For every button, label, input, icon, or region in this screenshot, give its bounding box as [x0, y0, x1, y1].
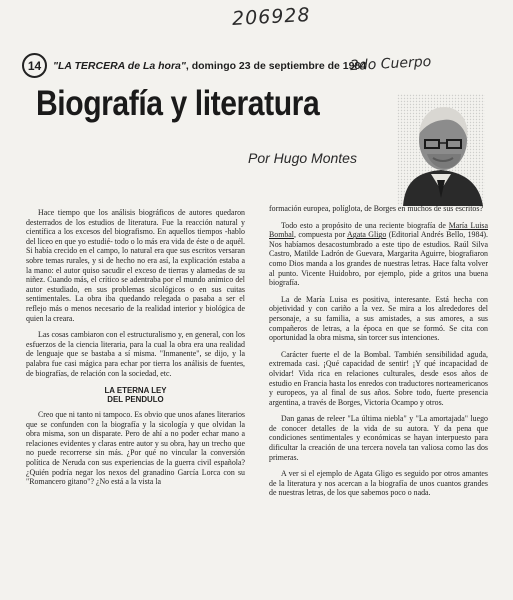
article-paragraph [269, 221, 488, 288]
paragraph-text: Todo esto a propósito de una reciente biografía de [281, 220, 449, 230]
handwritten-archive-number: 206928 [231, 3, 312, 31]
underlined-author: Agata Gligo [347, 230, 387, 240]
section-subheading [26, 386, 245, 404]
article-paragraph: La de María Luisa es positiva, interesante. Está hecha con objetividad y con cariño a la vez. Se mira a los alrededores del personaje, a su familia, a sus amistades, a sus amores, a sus compañeros de letras, a la época en que se formó. Se cita con oportunidad la obra misma, sin torcer sus intenciones. [269, 294, 488, 343]
article-paragraph: Creo que ni tanto ni tampoco. Es obvio que unos afanes literarios que se confunden con la biografía y la sicología y que olvidan la obra misma, son un disparate. Pero de ahí a no poder echar mano a relaciones evidentes y claras entre autor y su obra, hay un trecho que no puede recorrerse sin más. ¿Por qué no vincular la conversión política de Neruda con sus experiencias de la guerra civil española? ¿Quién podría negar los nexos del granadino García Lorca con su "Romancero gitano"? ¿No está a la vista la [26, 410, 245, 487]
article-paragraph: Las cosas cambiaron con el estructuralismo y, en general, con los esfuerzos de la ciencia literaria, para la cual la obra era una realidad de lenguaje que se bastaba a sí misma. "Inmanente", se dijo, y la palabra fue casi mágica para echar por tierra los análisis de fuentes, de biografías, de relación con la sociedad, etc. [26, 330, 245, 378]
page-number-badge: 14 [22, 53, 47, 78]
article-paragraph: Carácter fuerte el de la Bombal. También sensibilidad aguda, extremada casi. ¡Qué capacidad de sentir! ¡Y qué incapacidad de olvidar! Vida rica en relaciones culturales, desde esos años de estudio en Francia hasta los enredos con traductores norteamericanos y europeos, ya al final de sus años. Sobre todo, fuerte presencia argentina, a través de Borges, Victoria Ocampo y otros. [269, 349, 488, 407]
paragraph-text: , compuesta por [294, 230, 348, 240]
publication-name: "LA TERCERA de La hora" [53, 59, 186, 72]
paragraph-text: (Editorial Andrés Bello, 1984). Nos habíamos desacostumbrado a este tipo de estudios. Raúl Silva Castro, Matilde Ladrón de Guevara, Margarita Aguirre, biografiaron como Dios manda a los grandes de nuestras letras. Hace falta volver al punto. Vicente Huidobro, por ejemplo, pide a gritos una buena biografía. [269, 230, 488, 288]
underlined-name: María Luisa Bombal [269, 220, 488, 240]
article-paragraph: Dan ganas de releer "La última niebla" y "La amortajada" luego de conocer detalles de la vida de su autora. Y da pena que condiciones sentimentales y económicas se hayan interpuesto para dificultar la creación de una tercera novela tan valiosa como las dos primeras. [269, 414, 488, 462]
handwritten-section-note: 2do Cuerpo [349, 53, 432, 75]
article-paragraph: formación europea, políglota, de Borges en muchos de sus escritos? [269, 204, 483, 213]
publication-date-line [53, 60, 366, 72]
article-title: Biografía y literatura [36, 84, 320, 123]
publication-header [22, 53, 366, 78]
subheading-line: DEL PENDULO [107, 395, 164, 405]
publication-date: , domingo 23 de septiembre de 1984 [185, 59, 367, 72]
subheading-line: LA ETERNA LEY [104, 386, 167, 396]
article-column-right [269, 204, 488, 596]
article-paragraph: A ver si el ejemplo de Agata Gligo es seguido por otros amantes de la literatura y nos acercan a la biografía de unos cuantos grandes de nuestras letras, de los que sabemos poco o nada. [269, 469, 488, 498]
article-paragraph: Hace tiempo que los análisis biográficos de autores quedaron desterrados de los estudios de literatura. Fue la reacción natural y científica a los excesos del biografismo. En aquellos tiempos -hablo del liceo en que yo estudié- todo o lo más era vida de éste o de aquél. Si había crecido en el campo, lo natural era que sus escritos versaran sobre temas rurales, y si de hecho no era así, la explicación estaba a la mano: el autor quiso sacudir el exceso de tierras y alamedas de su niñez. Cuando más, el crítico se adentraba por el mundo anímico del autor estudiado, en sus problemas sicológicos o en sus cuitas sentimentales. La obra iba quedando relegada o pasaba a ser el reflejo más o menos necesario de la realidad interior y biológica de quien la creara. [26, 208, 245, 323]
article-byline: Por Hugo Montes [248, 150, 357, 166]
author-portrait-photo [397, 94, 485, 206]
article-column-left [26, 208, 245, 600]
